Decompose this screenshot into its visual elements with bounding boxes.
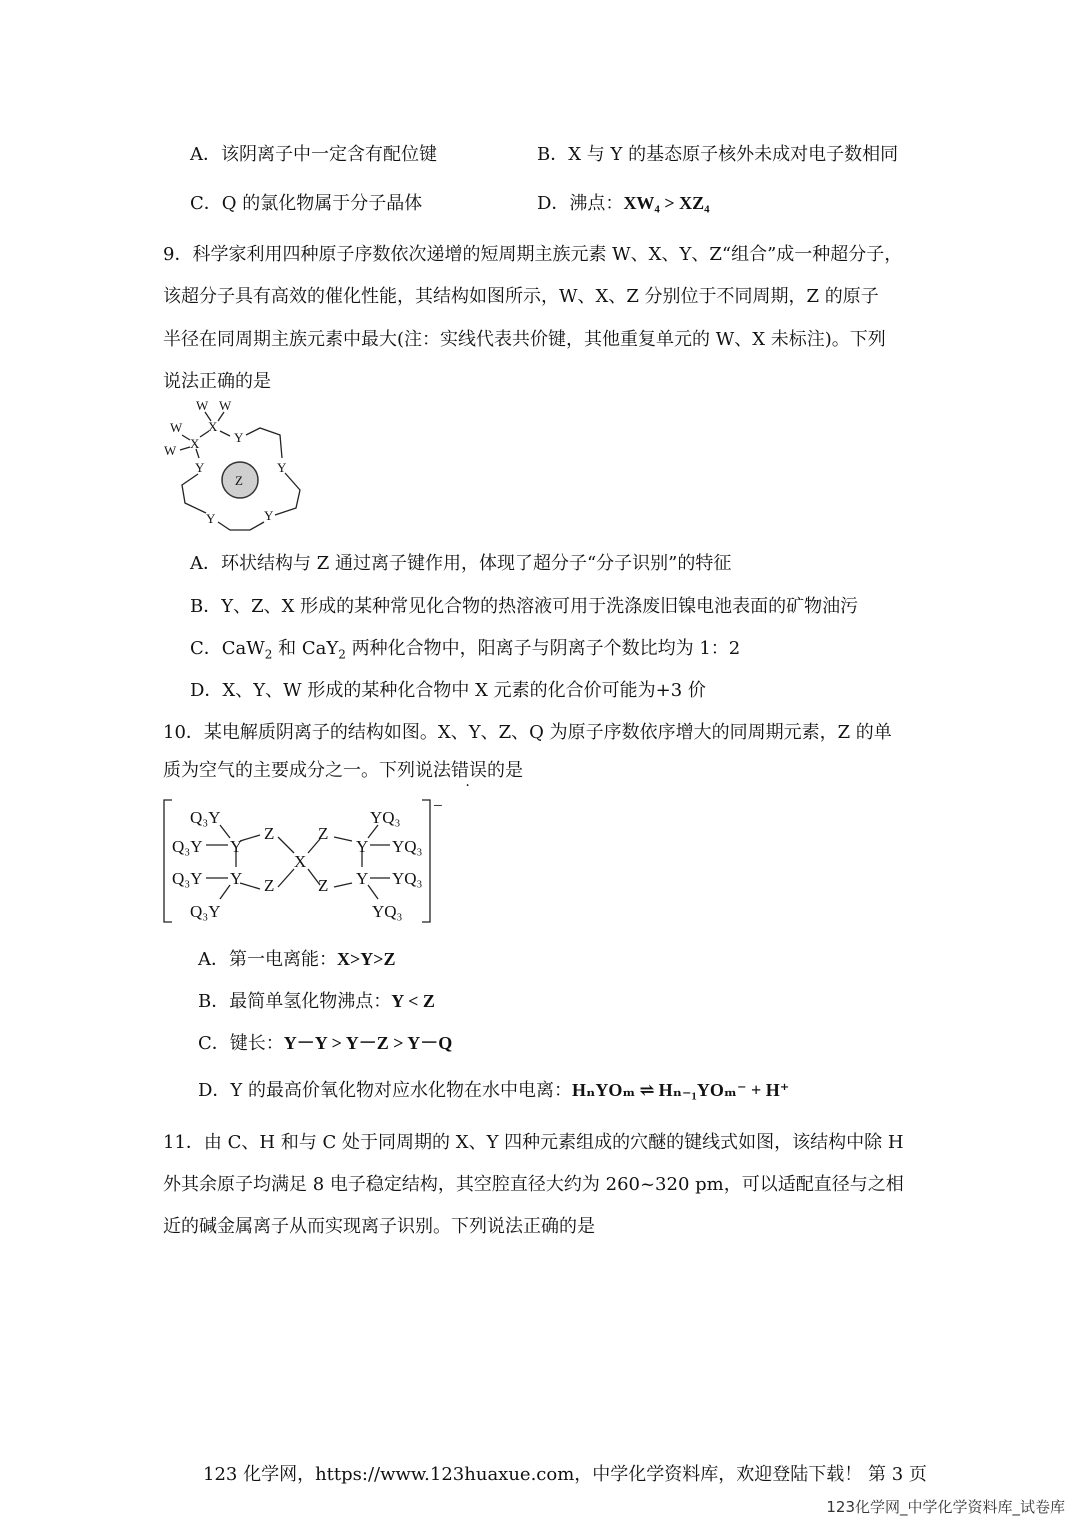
x-label: X xyxy=(190,436,200,451)
yq3-label: YQ₃ xyxy=(370,808,401,827)
x-label: X xyxy=(208,419,218,434)
y-label: Y xyxy=(234,430,244,445)
yq3-label: YQ₃ xyxy=(372,902,403,921)
q11-stem-line-3: 近的碱金属离子从而实现离子识别。下列说法正确的是 xyxy=(163,1216,595,1237)
q8-option-d-formula: XW₄ > XZ₄ xyxy=(623,193,710,213)
page-footer: 123 化学网，https://www.123huaxue.com，中学化学资料库，欢迎登陆下载！ 第 3 页 xyxy=(203,1464,927,1485)
q9-option-c xyxy=(190,634,740,662)
w-label: W xyxy=(164,443,177,458)
q9-stem-line-4: 说法正确的是 xyxy=(163,371,271,392)
charge-label: − xyxy=(433,796,443,815)
q8-option-b: B．X 与 Y 的基态原子核外未成对电子数相同 xyxy=(537,144,899,165)
q10-option-d-label: D．Y 的最高价氧化物对应水化物在水中电离： xyxy=(198,1080,573,1101)
q10-option-c-formula: Y－Y > Y－Z > Y－Q xyxy=(283,1033,453,1053)
q3y-label: Q₃Y xyxy=(190,808,221,827)
z-label: Z xyxy=(235,473,243,488)
z-label: Z xyxy=(264,824,275,843)
q9-option-c-part: C．CaW xyxy=(190,638,265,659)
z-label: Z xyxy=(264,876,275,895)
y-label: Y xyxy=(356,837,369,856)
x-label: X xyxy=(294,852,307,871)
q9-stem-line-3: 半径在同周期主族元素中最大(注：实线代表共价键，其他重复单元的 W、X 未标注)。下列 xyxy=(163,329,886,350)
q3y-label: Q₃Y xyxy=(190,902,221,921)
q10-option-a-formula: X>Y>Z xyxy=(337,949,396,969)
q9-option-c-part: 和 CaY xyxy=(272,638,339,659)
q8-option-c: C．Q 的氯化物属于分子晶体 xyxy=(190,193,423,214)
q10-option-d-formula-left: HₙYOₘ xyxy=(572,1080,636,1100)
q10-stem-text: 质为空气的主要成分之一。下列说法 xyxy=(163,760,451,781)
y-label: Y xyxy=(277,460,287,475)
z-label: Z xyxy=(318,824,329,843)
q10-anion-figure xyxy=(160,795,460,927)
z-label: Z xyxy=(318,876,329,895)
q11-stem-line-1: 11．由 C、H 和与 C 处于同周期的 X、Y 四种元素组成的穴醚的键线式如图，该结构中除 H xyxy=(163,1132,904,1153)
y-label: Y xyxy=(264,508,274,523)
q11-stem-line-2: 外其余原子均满足 8 电子稳定结构，其空腔直径大约为 260~320 pm，可以适配直径与之相 xyxy=(163,1174,904,1195)
q10-option-c xyxy=(198,1029,452,1055)
y-label: Y xyxy=(230,869,243,888)
yq3-label: YQ₃ xyxy=(392,869,423,888)
q10-emphasis-word: 错误 xyxy=(451,760,487,781)
q8-option-d xyxy=(537,189,710,215)
q9-option-d: D．X、Y、W 形成的某种化合物中 X 元素的化合价可能为+3 价 xyxy=(190,680,706,701)
q9-supramolecule-figure xyxy=(160,395,310,540)
q8-option-a: A．该阴离子中一定含有配位键 xyxy=(190,144,437,165)
y-label: Y xyxy=(230,837,243,856)
q9-option-c-sub: 2 xyxy=(264,647,273,662)
q10-stem-text: 的是 xyxy=(487,760,523,781)
q9-stem-line-2: 该超分子具有高效的催化性能，其结构如图所示，W、X、Z 分别位于不同周期，Z 的原子 xyxy=(163,286,879,307)
q10-option-b-label: B．最简单氢化物沸点： xyxy=(198,991,392,1012)
q9-option-c-sub: 2 xyxy=(338,647,346,662)
q9-option-b: B．Y、Z、X 形成的某种常见化合物的热溶液可用于洗涤废旧镍电池表面的矿物油污 xyxy=(190,596,859,617)
w-label: W xyxy=(219,398,232,413)
q10-option-d-formula-right: Hₙ₋₁YOₘ⁻ + H⁺ xyxy=(658,1080,790,1100)
q10-option-c-label: C．键长： xyxy=(198,1033,284,1054)
q10-option-a xyxy=(198,945,396,971)
y-label: Y xyxy=(206,511,216,526)
q10-option-b-formula: Y < Z xyxy=(391,991,435,1011)
q10-stem-line-2 xyxy=(163,756,523,782)
yq3-label: YQ₃ xyxy=(392,837,423,856)
q10-option-d xyxy=(198,1076,789,1102)
w-label: W xyxy=(170,420,183,435)
q3y-label: Q₃Y xyxy=(172,837,203,856)
q3y-label: Q₃Y xyxy=(172,869,203,888)
q8-option-d-label: D．沸点： xyxy=(537,193,624,214)
q9-option-c-part: 两种化合物中，阳离子与阴离子个数比均为 1：2 xyxy=(345,638,741,659)
q10-option-b xyxy=(198,987,435,1013)
q10-option-a-label: A．第一电离能： xyxy=(198,949,337,970)
w-label: W xyxy=(196,398,209,413)
watermark: 123化学网_中学化学资料库_试卷库 xyxy=(826,1498,1065,1516)
q10-stem-line-1: 10．某电解质阴离子的结构如图。X、Y、Z、Q 为原子序数依序增大的同周期元素，Z 的单 xyxy=(163,722,892,743)
equilibrium-arrow-icon: ⇌ xyxy=(639,1080,655,1100)
y-label: Y xyxy=(195,460,205,475)
q9-stem-line-1: 9．科学家利用四种原子序数依次递增的短周期主族元素 W、X、Y、Z“组合”成一种超分子， xyxy=(163,244,903,265)
q9-option-a: A．环状结构与 Z 通过离子键作用，体现了超分子“分子识别”的特征 xyxy=(190,553,732,574)
y-label: Y xyxy=(356,869,369,888)
